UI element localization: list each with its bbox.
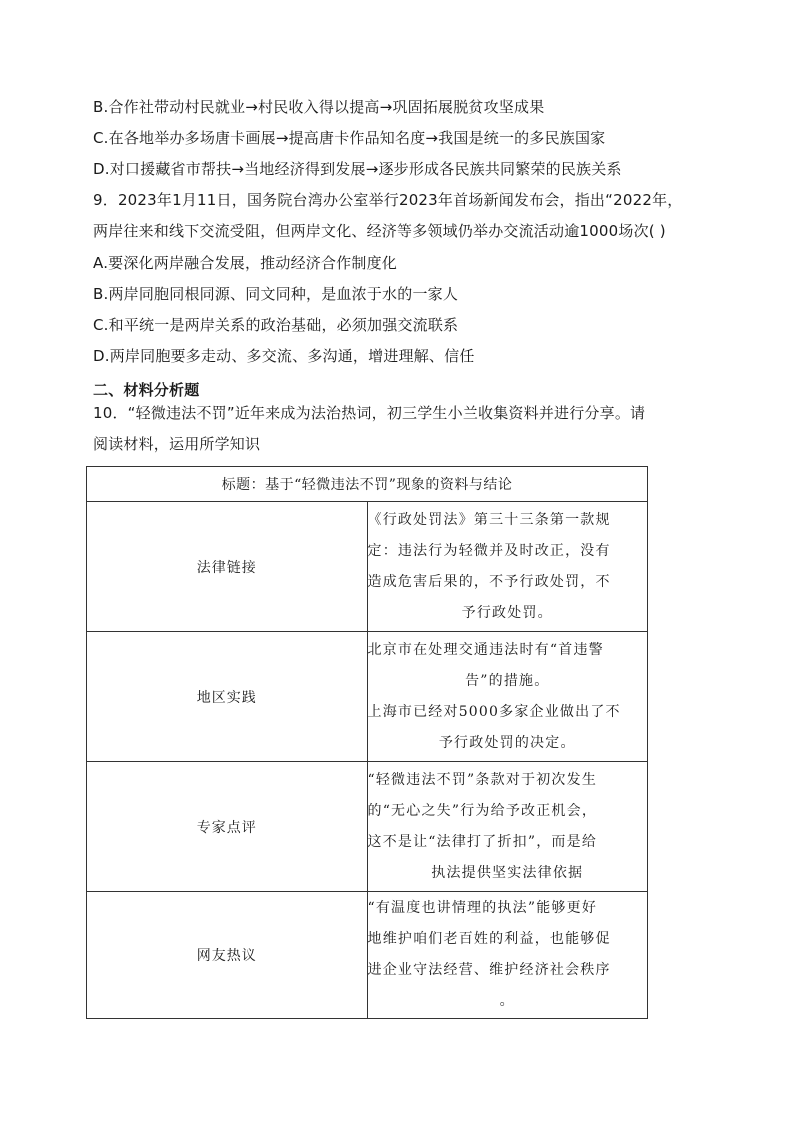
- content-line: 造成危害后果的，不予行政处罚，不: [367, 573, 611, 590]
- q9-option-b[interactable]: B.两岸同胞同根同源、同文同种，是血浓于水的一家人: [93, 285, 459, 303]
- section-heading: 二、材料分析题: [93, 381, 200, 399]
- q8-option-d[interactable]: D.对口援藏省市帮扶→当地经济得到发展→逐步形成各民族共同繁荣的民族关系: [93, 160, 622, 178]
- content-line: “轻微违法不罚”条款对于初次发生: [367, 771, 598, 788]
- q8-option-c[interactable]: C.在各地举办多场唐卡画展→提高唐卡作品知名度→我国是统一的多民族国家: [93, 129, 606, 147]
- content-line: 告”的措施。: [465, 672, 550, 689]
- content-line: 北京市在处理交通违法时有“首违警: [367, 641, 604, 658]
- q9-option-a[interactable]: A.要深化两岸融合发展，推动经济合作制度化: [93, 254, 397, 272]
- table-row: [87, 762, 648, 892]
- content-line: 予行政处罚的决定。: [438, 734, 576, 751]
- row-label-expert-review: 专家点评: [87, 762, 368, 892]
- content-line: 执法提供坚实法律依据: [431, 864, 584, 881]
- q8-option-b[interactable]: B.合作社带动村民就业→村民收入得以提高→巩固拓展脱贫攻坚成果: [93, 98, 545, 116]
- q9-stem-line-1: 9．2023年1月11日，国务院台湾办公室举行2023年首场新闻发布会，指出“2022年，: [93, 191, 683, 209]
- q9-option-d[interactable]: D.两岸同胞要多走动、多交流、多沟通，增进理解、信任: [93, 347, 475, 365]
- content-line: 这不是让“法律打了折扣”，而是给: [367, 833, 598, 850]
- content-line: 《行政处罚法》第三十三条第一款规: [367, 511, 611, 528]
- row-content-regional-practice: [367, 632, 648, 762]
- content-line: 的“无心之失”行为给予改正机会，: [367, 802, 598, 819]
- content-line: 。: [499, 993, 515, 1009]
- row-content-legal-link: [367, 502, 648, 632]
- row-content-netizen-discussion: [367, 892, 648, 1019]
- table-title: 标题：基于“轻微违法不罚”现象的资料与结论: [87, 467, 648, 502]
- table-row: [87, 892, 648, 1019]
- content-line: “有温度也讲情理的执法”能够更好: [367, 900, 598, 916]
- row-label-legal-link: 法律链接: [87, 502, 368, 632]
- content-line: 予行政处罚。: [461, 604, 553, 621]
- table-row: [87, 502, 648, 632]
- q9-option-c[interactable]: C.和平统一是两岸关系的政治基础，必须加强交流联系: [93, 316, 459, 334]
- q9-stem-line-2: 两岸往来和线下交流受阻，但两岸文化、经济等多领域仍举办交流活动逾1000场次( ): [93, 222, 666, 240]
- content-line: 定：违法行为轻微并及时改正，没有: [367, 542, 611, 559]
- material-table: [86, 466, 648, 1019]
- row-label-netizen-discussion: 网友热议: [87, 892, 368, 1019]
- content-line: 上海市已经对5000多家企业做出了不: [367, 703, 621, 720]
- q10-stem-line-1: 10．“轻微违法不罚”近年来成为法治热词，初三学生小兰收集资料并进行分享。请: [93, 404, 646, 422]
- row-label-regional-practice: 地区实践: [87, 632, 368, 762]
- q10-stem-line-2: 阅读材料，运用所学知识: [93, 435, 261, 453]
- table-row: [87, 632, 648, 762]
- content-line: 地维护咱们老百姓的利益，也能够促: [367, 931, 611, 947]
- row-content-expert-review: [367, 762, 648, 892]
- content-line: 进企业守法经营、维护经济社会秩序: [367, 962, 611, 978]
